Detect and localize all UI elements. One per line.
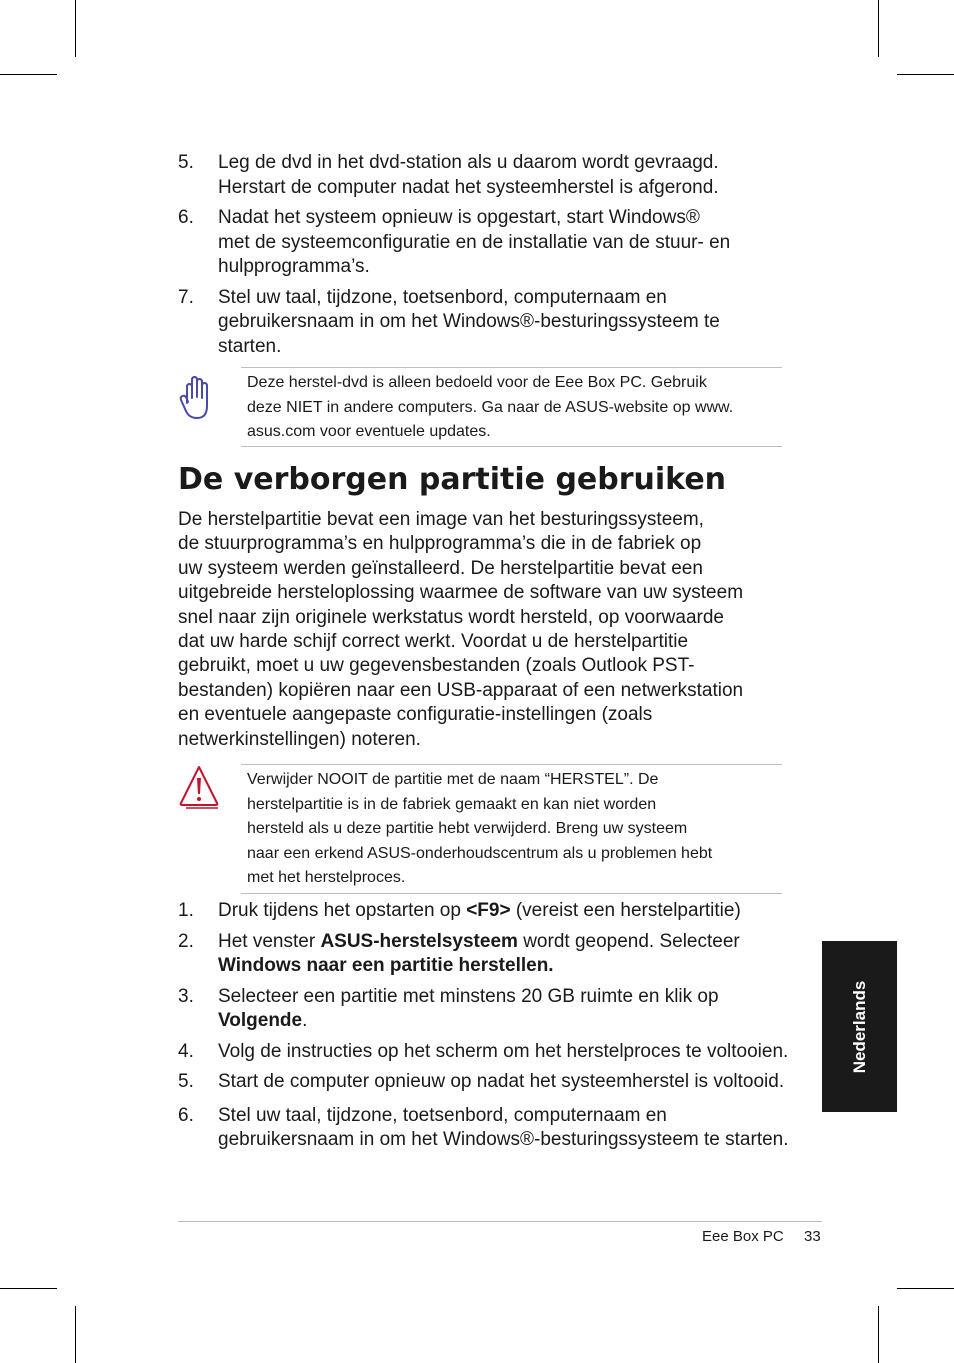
warning-line: hersteld als u deze partitie hebt verwijderd. Breng uw systeem	[247, 820, 688, 837]
step-line: gebruikersnaam in om het Windows®-besturingssysteem te starten.	[218, 1129, 789, 1150]
step-line: met de systeemconfiguratie en de installatie van de stuur- en	[218, 231, 731, 253]
crop-mark	[878, 0, 879, 57]
note-line: asus.com voor eventuele updates.	[247, 423, 491, 440]
step-number: 7.	[178, 286, 194, 308]
section-paragraph	[178, 508, 743, 752]
steps-top	[178, 151, 788, 359]
step-line: Start de computer opnieuw op nadat het systeemherstel is voltooid.	[218, 1071, 785, 1092]
footer-rule	[178, 1221, 822, 1222]
crop-mark	[75, 1306, 76, 1363]
step-text: Het venster	[218, 930, 321, 952]
crop-mark	[0, 1288, 57, 1289]
paragraph-line: De herstelpartitie bevat een image van het besturingssysteem,	[178, 509, 704, 530]
step-line: starten.	[218, 335, 282, 357]
step-line: Herstart de computer nadat het systeemherstel is afgerond.	[218, 176, 719, 198]
step-item	[178, 1040, 788, 1065]
crop-mark	[75, 0, 76, 57]
step-item	[178, 206, 788, 280]
step-number: 2.	[178, 930, 194, 952]
paragraph-line: gebruikt, moet u uw gegevensbestanden (zoals Outlook PST-	[178, 655, 695, 677]
step-text: Druk tijdens het opstarten op	[218, 900, 467, 921]
paragraph-line: uitgebreide hersteloplossing waarmee de software van uw systeem	[178, 582, 744, 604]
step-line: Stel uw taal, tijdzone, toetsenbord, computernaam en	[218, 1104, 667, 1126]
paragraph-line: netwerkinstellingen) noteren.	[178, 728, 421, 750]
paragraph-line: dat uw harde schijf correct werkt. Voordat u de herstelpartitie	[178, 631, 689, 653]
step-item	[178, 1104, 788, 1153]
step-line: Stel uw taal, tijdzone, toetsenbord, computernaam en	[218, 286, 667, 308]
crop-mark	[897, 1288, 954, 1289]
button-name: Volgende	[218, 1010, 303, 1031]
footer-title: Eee Box PC	[702, 1228, 784, 1245]
crop-mark	[878, 1306, 879, 1363]
warning-box	[178, 764, 782, 894]
key-label: <F9>	[466, 900, 511, 921]
step-line	[218, 930, 788, 955]
step-line	[218, 954, 788, 979]
step-number: 6.	[178, 1104, 194, 1126]
step-line: Volg de instructies op het scherm om het herstelproces te voltooien.	[218, 1040, 789, 1062]
step-number: 3.	[178, 985, 194, 1007]
step-number: 1.	[178, 900, 194, 921]
step-item	[178, 985, 788, 1034]
hand-icon	[178, 373, 214, 426]
step-line	[218, 899, 788, 924]
note-text	[247, 371, 733, 445]
step-text: (vereist een herstelpartitie)	[510, 900, 741, 921]
page-number: 33	[804, 1228, 821, 1245]
step-item	[178, 151, 788, 200]
step-line: Nadat het systeem opnieuw is opgestart, start Windows®	[218, 207, 700, 228]
paragraph-line: snel naar zijn originele werkstatus wordt hersteld, op voorwaarde	[178, 606, 724, 628]
step-number: 5.	[178, 152, 194, 173]
warning-triangle-icon	[178, 764, 220, 815]
warning-line: naar een erkend ASUS-onderhoudscentrum als u problemen hebt	[247, 844, 713, 862]
section-heading: De verborgen partitie gebruiken	[178, 462, 727, 497]
crop-mark	[897, 74, 954, 75]
paragraph-line: de stuurprogramma’s en hulpprogramma’s die in de fabriek op	[178, 533, 702, 555]
language-tab	[822, 941, 897, 1112]
step-line: Selecteer een partitie met minstens 20 GB ruimte en klik op	[218, 985, 719, 1007]
note-line: deze NIET in andere computers. Ga naar de ASUS-website op www.	[247, 398, 734, 416]
step-line	[218, 1009, 788, 1034]
note-box	[178, 367, 782, 447]
step-item	[178, 1070, 788, 1095]
step-line: gebruikersnaam in om het Windows®-besturingssysteem te	[218, 311, 720, 332]
warning-line: herstelpartitie is in de fabriek gemaakt en kan niet worden	[247, 795, 657, 813]
steps-bottom	[178, 899, 788, 1153]
step-text: .	[302, 1010, 308, 1031]
note-line: Deze herstel-dvd is alleen bedoeld voor de Eee Box PC. Gebruik	[247, 374, 707, 391]
step-line: Leg de dvd in het dvd-station als u daarom wordt gevraagd.	[218, 152, 719, 173]
step-text: wordt geopend. Selecteer	[517, 930, 740, 952]
warning-line: Verwijder NOOIT de partitie met de naam “HERSTEL”. De	[247, 771, 659, 788]
step-item	[178, 930, 788, 979]
step-number: 5.	[178, 1071, 194, 1092]
language-tab-label: Nederlands	[849, 980, 869, 1073]
warning-line: met het herstelproces.	[247, 869, 406, 886]
step-item	[178, 286, 788, 360]
window-name: ASUS-herstelsysteem	[320, 930, 518, 952]
step-number: 4.	[178, 1040, 194, 1062]
step-line: hulpprogramma’s.	[218, 256, 370, 277]
step-number: 6.	[178, 207, 194, 228]
paragraph-line: bestanden) kopiëren naar een USB-apparaat of een netwerkstation	[178, 679, 744, 701]
step-item	[178, 899, 788, 924]
crop-mark	[0, 74, 57, 75]
option-name: Windows naar een partitie herstellen.	[218, 955, 554, 976]
paragraph-line: en eventuele aangepaste configuratie-instellingen (zoals	[178, 704, 653, 726]
paragraph-line: uw systeem werden geïnstalleerd. De herstelpartitie bevat een	[178, 557, 703, 579]
warning-text	[247, 768, 712, 891]
